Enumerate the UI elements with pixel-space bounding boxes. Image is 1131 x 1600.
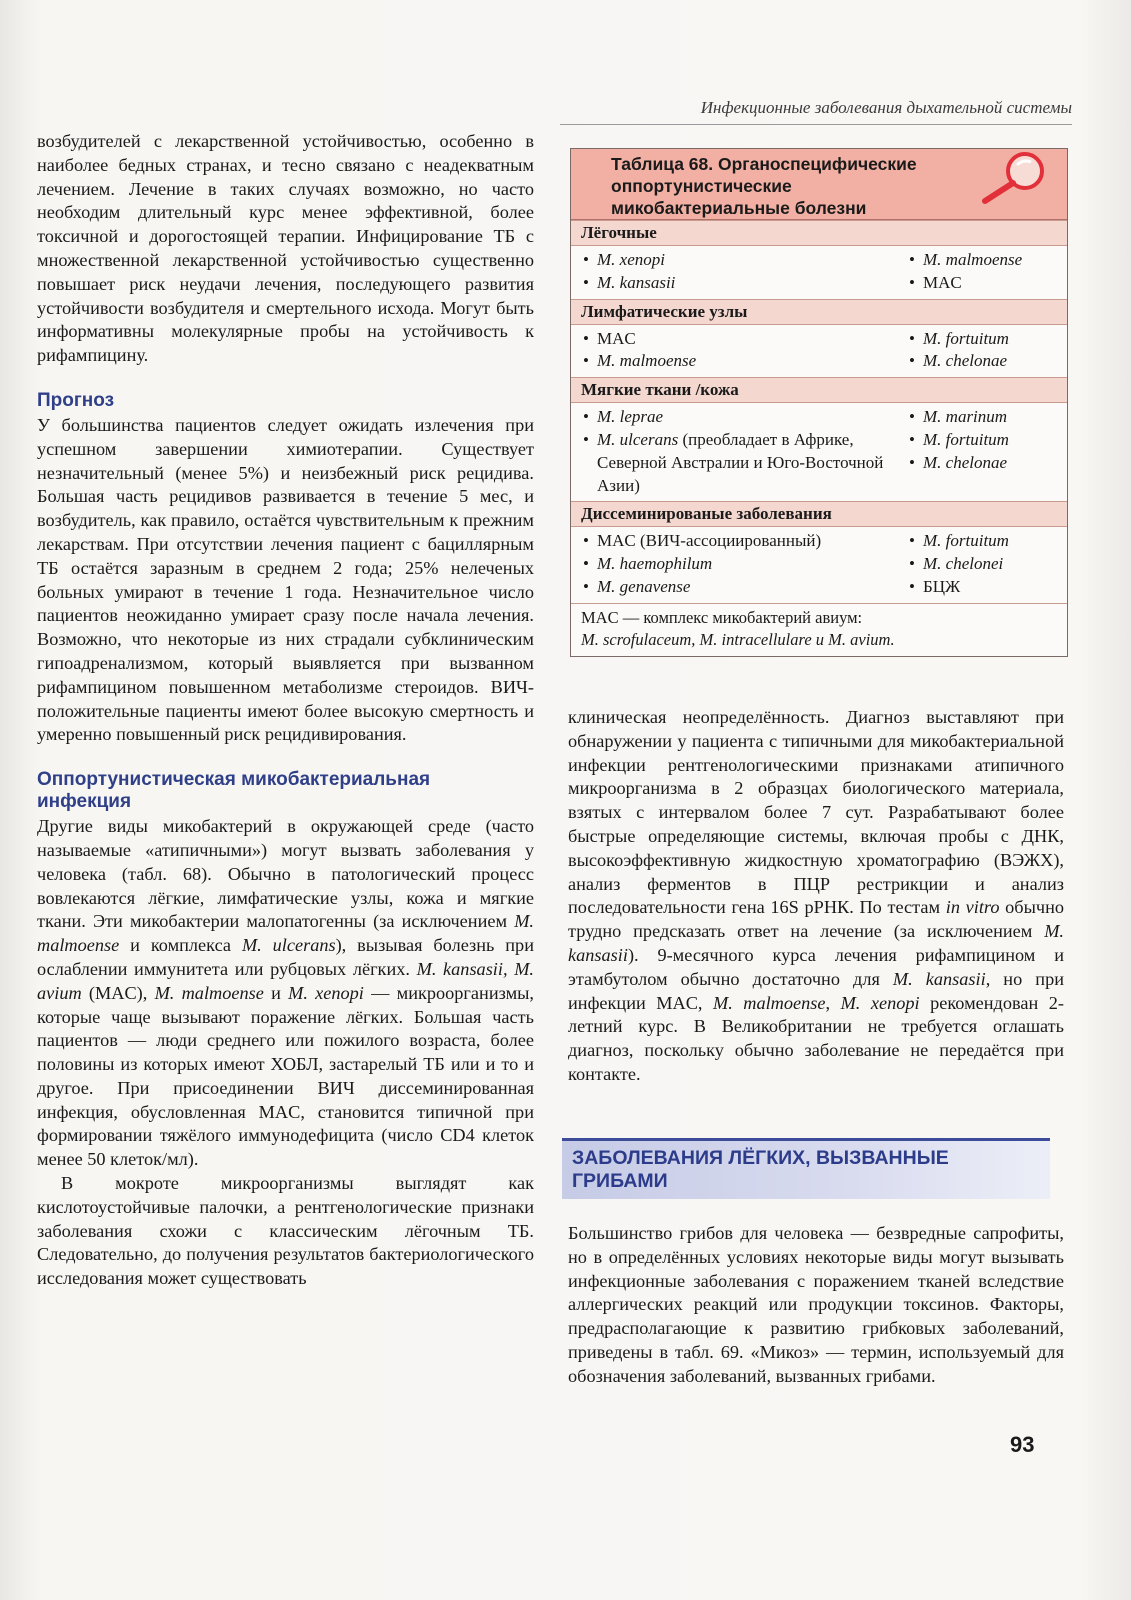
table-footnote-line-1: MAC — комплекс микобактерий авиум: xyxy=(581,607,863,627)
heading-opportunistic-infection xyxy=(37,769,534,813)
table-item: • M. fortuitum xyxy=(907,429,1057,452)
left-paragraph-3: Другие виды микобактерий в окружающей среде (часто называемые «атипичными») могут вызвать заболевания у человека (табл. 68). Обычно в патологический процесс вовлекаются лёгкие, лимфатические узлы, кожа и мягкие ткани. Эти микобактерии малопатогенны (за исключением M. malmoense и комплекса M. ulcerans), вызывая болезнь при ослаблении иммунитета или рубцовых лёгких. M. kansasii, M. avium (MAC), M. malmoense и M. xenopi — микроорганизмы, которые чаще вызывают поражение лёгких. Большая часть пациентов — люди среднего или пожилого возраста, более половины из которых имеют ХОБЛ, застарелый ТБ или и то и другое. При присоединении ВИЧ диссеминированная инфекция, обусловленная MAC, становится типичной при формировании тяжёлого иммунодефицита (число CD4 клеток менее 50 клеток/мл). xyxy=(37,816,534,1170)
table-section-body xyxy=(571,527,1067,602)
magnifier-icon xyxy=(971,149,1049,207)
table-footnote xyxy=(571,603,1067,656)
table-item: • M. chelonae xyxy=(907,452,1057,475)
table-title-line-2: оппортунистические xyxy=(611,176,792,196)
table-title-line-1: Таблица 68. Органоспецифические xyxy=(611,154,917,174)
right-paragraph-1: клиническая неопределённость. Диагноз выставляют при обнаружении у пациента с типичными для микобактериальной инфекции рентгенологическими признаками атипичного микроорганизма в 2 образцах биологического материала, взятых с интервалом более 7 сут. Разрабатывают более быстрые определяющие системы, включая пробы с ДНК, высокоэффективную жидкостную хроматографию (ВЭЖХ), анализ ферментов в ПЦР рестрикции и анализ последовательности гена 16S рРНК. По тестам in vitro обычно трудно предсказать ответ на лечение (за исключением M. kansasii). 9-месячного курса лечения рифампицином и этамбутолом обычно достаточно для M. kansasii, но при инфекции MAC, M. malmoense, M. xenopi рекомендован 2-летний курс. В Великобритании не требуется оглашать диагноз, поскольку обычно заболевание не передаётся при контакте. xyxy=(568,707,1064,1084)
table-item: • M. xenopi xyxy=(581,249,907,272)
table-section-heading: Диссеминированые заболевания xyxy=(571,501,1067,527)
table-item: • M. chelonei xyxy=(907,553,1057,576)
right-column xyxy=(568,706,1064,1087)
heading-opportunistic-line-1: Оппортунистическая микобактериальная xyxy=(37,769,431,791)
table-section-body xyxy=(571,246,1067,299)
table-item: • M. marinum xyxy=(907,406,1057,429)
table-section-body xyxy=(571,403,1067,501)
table-item: • M. genavense xyxy=(581,576,907,599)
left-paragraph-4: В мокроте микроорганизмы выглядят как кислотоустойчивые палочки, а рентгенологические признаки заболевания схожи с классическим лёгочным ТБ. Следовательно, до получения результатов бактериологического исследования может существовать xyxy=(37,1173,534,1289)
left-paragraph-2: У большинства пациентов следует ожидать излечения при успешном завершении химиотерапии. Существует незначительный (менее 5%) и неизбежный риск рецидива. Большая часть рецидивов развивается в течение 5 мес, и возбудитель, как правило, остаётся чувствительным к прежним лекарствам. При отсутствии лечения пациент с бациллярным ТБ остаётся заразным в среднем 2 года; 25% нелеченых больных умирают в течение 1 года. Незначительное число пациентов неожиданно умирает сразу после начала лечения. Возможно, что некоторые из них страдали субклиническим гипоадренализмом, который выявляется при вызванном рифампицином повышенном метаболизме стероидов. ВИЧ-положительные пациенты имеют более высокую смертность и умеренно повышенный риск рецидивирования. xyxy=(37,414,534,745)
running-head: Инфекционные заболевания дыхательной системы xyxy=(700,98,1072,117)
table-item: • M. fortuitum xyxy=(907,328,1057,351)
table-item: • БЦЖ xyxy=(907,576,1057,599)
heading-opportunistic-line-2: инфекция xyxy=(37,791,132,813)
table-item: • M. chelonae xyxy=(907,350,1057,373)
left-paragraph-1: возбудителей с лекарственной устойчивостью, особенно в наиболее бедных странах, и тесно связано с неадекватным лечением. Лечение в таких случаях возможно, но часто необходим длительный курс менее эффективной, более токсичной и дорогостоящей терапии. Инфицирование ТБ с множественной лекарственной устойчивостью существенно повышает риск неудачи лечения, последующего развития устойчивости возбудителя и смертельного исхода. Могут быть информативны молекулярные пробы на устойчивость к рифампицину. xyxy=(37,131,534,366)
table-68 xyxy=(570,148,1068,657)
table-section-heading: Лёгочные xyxy=(571,220,1067,246)
table-item: • M. leprae xyxy=(581,406,907,429)
table-item: • MAC xyxy=(581,328,907,351)
table-item: • M. kansasii xyxy=(581,272,907,295)
table-title-line-3: микобактериальные болезни xyxy=(611,198,867,218)
table-item: • M. fortuitum xyxy=(907,530,1057,553)
section-banner-title xyxy=(572,1147,949,1193)
table-item: • M. malmoense xyxy=(581,350,907,373)
banner-line-1: ЗАБОЛЕВАНИЯ ЛЁГКИХ, ВЫЗВАННЫЕ xyxy=(572,1147,949,1169)
table-section-heading: Мягкие ткани /кожа xyxy=(571,377,1067,403)
heading-prognosis: Прогноз xyxy=(37,389,115,411)
table-item: • M. malmoense xyxy=(907,249,1057,272)
banner-line-2: ГРИБАМИ xyxy=(572,1170,668,1192)
section-banner xyxy=(562,1138,1050,1199)
table-section-body xyxy=(571,325,1067,378)
right-column-lower xyxy=(568,1222,1064,1389)
table-item: • MAC (ВИЧ-ассоциированный) xyxy=(581,530,907,553)
table-title xyxy=(571,149,1067,220)
table-item: • M. haemophilum xyxy=(581,553,907,576)
header-rule xyxy=(560,124,1072,125)
page-number: 93 xyxy=(1010,1432,1035,1457)
table-item: • M. ulcerans (преобладает в Африке, Северной Австралии и Юго-Восточной Азии) xyxy=(581,429,907,497)
table-section-heading: Лимфатические узлы xyxy=(571,299,1067,325)
table-footnote-line-2: M. scrofulaceum, M. intracellulare и M. avium. xyxy=(581,629,895,649)
table-item: • MAC xyxy=(907,272,1057,295)
right-paragraph-2: Большинство грибов для человека — безвредные сапрофиты, но в определённых условиях некоторые виды могут вызывать инфекционные заболевания с поражением тканей вследствие аллергических реакций или продукции токсинов. Факторы, предрасполагающие к развитию грибковых заболеваний, приведены в табл. 69. «Микоз» — термин, используемый для обозначения заболеваний, вызванных грибами. xyxy=(568,1223,1064,1386)
left-column xyxy=(37,130,534,1291)
